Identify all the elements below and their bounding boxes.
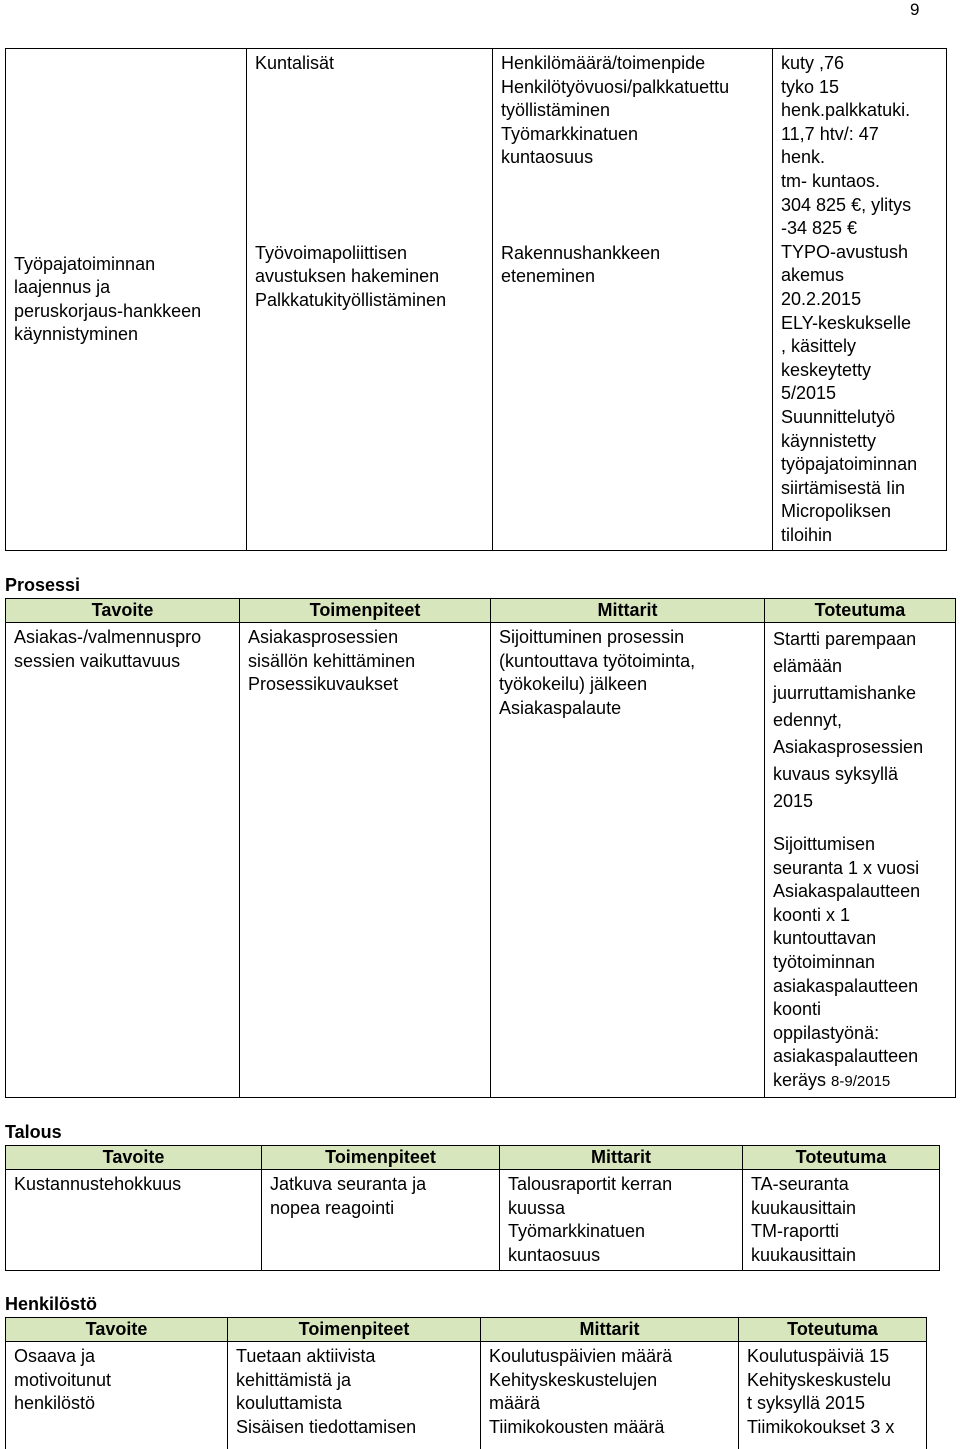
text-line: Asiakasprosessien [248,627,399,647]
text-line: tm- kuntaos. [781,170,881,191]
talous-header-row [6,1146,940,1170]
text-line: avustuksen hakeminen [255,266,440,287]
text-line: määrä [489,1393,541,1414]
text-line: TM-raportti [751,1221,840,1242]
text-line: Kehityskeskustelu [747,1369,892,1390]
text-line: työkokeilu) jälkeen [499,674,648,695]
text-line: kuussa [508,1197,566,1218]
top-outcome-cell [773,49,947,551]
henkilosto-goal [6,1342,228,1449]
header-toteutuma: Toteutuma [739,1318,927,1342]
prosessi-measures [240,623,491,1098]
text-line: työtoiminnan [773,951,876,972]
text-line: oppilastyönä: [773,1022,880,1043]
text-line: 11,7 htv/: 47 [781,123,879,144]
text-line: edennyt, [773,710,843,730]
text-line: siirtämisestä Iin [781,477,906,498]
header-toteutuma: Toteutuma [765,599,956,623]
text-line: Tuetaan aktiivista [236,1346,376,1366]
prosessi-row [6,623,956,1098]
prosessi-outcome-last-date: 8-9/2015 [831,1072,891,1090]
prosessi-outcome [765,623,956,1098]
text-line: TA-seuranta [751,1174,849,1194]
talous-measures-text [270,1173,491,1220]
text-line: kuntouttavan [773,928,877,949]
text-line: Työpajatoiminnan [14,253,156,274]
top-measures-cell-a [247,49,493,239]
text-line: Osaava ja [14,1346,96,1366]
text-line: akemus [781,265,845,286]
text-line: Talousraportit kerran [508,1174,673,1194]
text-line: elämään [773,656,843,676]
text-line: kehittämistä ja [236,1369,352,1390]
talous-goal [6,1170,262,1271]
text-line: , käsittely [781,336,857,357]
prosessi-outcome-last-text: keräys [773,1069,832,1090]
talous-table [5,1145,940,1271]
henkilosto-indicators-text [489,1345,730,1439]
top-goal-cell [6,49,247,551]
text-line: henk.palkkatuki. [781,100,911,121]
header-toimenpiteet: Toimenpiteet [240,599,491,623]
henkilosto-goal-text [14,1345,219,1416]
text-line: Henkilötyövuosi/palkkatuettu [501,76,730,97]
text-line: Prosessikuvaukset [248,674,399,695]
prosessi-outcome-last-line [773,1069,947,1094]
text-line: asiakaspalautteen [773,1046,919,1067]
text-line: Rakennushankkeen [501,242,661,263]
prosessi-goal-text [14,626,231,673]
text-line: eteneminen [501,266,596,287]
text-line: keskeytetty [781,359,872,380]
text-line: käynnistetty [781,430,877,451]
text-line: motivoitunut [14,1369,112,1390]
header-mittarit: Mittarit [481,1318,739,1342]
text-line: seuranta 1 x vuosi [773,857,920,878]
text-line: Tiimikokousten määrä [489,1416,665,1437]
text-line: asiakaspalautteen [773,975,919,996]
infrastructure-table [5,48,947,551]
text-line: Micropoliksen [781,501,892,522]
text-line: kuty ,76 [781,53,845,73]
text-line: Kustannustehokkuus [14,1174,182,1194]
top-outcome-text [781,52,938,547]
text-line: Asiakaspalaute [499,697,622,718]
text-line: käynnistyminen [14,324,139,345]
prosessi-goal [6,623,240,1098]
prosessi-indicators-text [499,626,756,720]
text-line: kuntaosuus [501,147,594,168]
text-line: Koulutuspäiviä 15 [747,1346,890,1366]
header-tavoite: Tavoite [6,1318,228,1342]
text-line: henkilöstö [14,1393,96,1414]
text-line: Työmarkkinatuen [508,1221,646,1242]
talous-indicators [500,1170,743,1271]
text-line: Koulutuspäivien määrä [489,1346,673,1366]
text-line: peruskorjaus-hankkeen [14,300,202,321]
text-line: kuukausittain [751,1244,857,1265]
text-line: työllistäminen [501,100,611,121]
top-goal-text [14,253,238,347]
text-line: Työmarkkinatuen [501,123,639,144]
text-line: Henkilömäärä/toimenpide [501,53,706,73]
header-toimenpiteet: Toimenpiteet [262,1146,500,1170]
talous-goal-text [14,1173,253,1197]
text-line: sessien vaikuttavuus [14,650,181,671]
text-line: sisällön kehittäminen [248,650,416,671]
text-line: kuvaus syksyllä [773,764,899,784]
henkilosto-row [6,1342,927,1449]
prosessi-outcome-text-a [773,626,947,815]
kuntalisat-label: Kuntalisät [255,53,335,73]
section-title-henkilosto: Henkilöstö [5,1294,98,1314]
text-line: työpajatoiminnan [781,454,918,475]
header-tavoite: Tavoite [6,599,240,623]
henkilosto-measures [228,1342,481,1449]
text-line: kouluttamista [236,1393,343,1414]
top-indicators-cell-a [493,49,773,239]
top-indicators-text-b [501,242,764,289]
text-line: Palkkatukityöllistäminen [255,289,447,310]
text-line: tiloihin [781,524,833,545]
text-line: kuntaosuus [508,1244,601,1265]
text-line: kuukausittain [751,1197,857,1218]
section-title-prosessi: Prosessi [5,575,81,595]
top-indicators-text-a [501,52,764,170]
text-line: ELY-keskukselle [781,312,912,333]
henkilosto-table [5,1317,927,1449]
text-line: Tiimikokoukset 3 x [747,1416,895,1437]
text-line: Asiakas-/valmennuspro [14,627,202,647]
text-line: 20.2.2015 [781,288,862,309]
prosessi-indicators [491,623,765,1098]
text-line: 2015 [773,791,814,811]
talous-outcome-text [751,1173,931,1267]
text-line: Asiakasprosessien [773,737,924,757]
henkilosto-header-row [6,1318,927,1342]
text-line: nopea reagointi [270,1197,395,1218]
prosessi-header-row [6,599,956,623]
henkilosto-outcome [739,1342,927,1449]
talous-measures [262,1170,500,1271]
prosessi-outcome-text-b [773,833,947,1069]
header-mittarit: Mittarit [500,1146,743,1170]
header-mittarit: Mittarit [491,599,765,623]
section-title-talous: Talous [5,1122,62,1142]
talous-indicators-text [508,1173,734,1267]
text-line: Startti parempaan [773,629,917,649]
top-indicators-cell-b [493,239,773,551]
henkilosto-outcome-text [747,1345,918,1439]
henkilosto-indicators [481,1342,739,1449]
text-line: Sijoittumisen [773,834,876,854]
henkilosto-measures-text [236,1345,472,1439]
text-line: Sisäisen tiedottamisen [236,1416,417,1437]
text-line: Työvoimapoliittisen [255,242,408,263]
page-number: 9 [910,0,920,19]
text-line: Suunnittelutyö [781,406,896,427]
prosessi-table [5,598,956,1098]
text-line: (kuntouttava työtoiminta, [499,650,696,671]
text-line: 304 825 €, ylitys [781,194,912,215]
header-toimenpiteet: Toimenpiteet [228,1318,481,1342]
header-tavoite: Tavoite [6,1146,262,1170]
text-line: koonti [773,999,822,1020]
text-line: 5/2015 [781,383,837,404]
text-line: -34 825 € [781,218,858,239]
text-line: t syksyllä 2015 [747,1393,866,1414]
talous-outcome [743,1170,940,1271]
text-line: Asiakaspalautteen [773,881,921,902]
text-line: koonti x 1 [773,904,851,925]
text-line: TYPO-avustush [781,241,909,262]
text-line: henk. [781,147,826,168]
text-line: juurruttamishanke [773,683,917,703]
prosessi-measures-text [248,626,482,697]
talous-row [6,1170,940,1271]
text-line: laajennus ja [14,277,111,298]
top-measures-cell-b [247,239,493,551]
top-measures-text [255,242,484,313]
text-line: tyko 15 [781,76,840,97]
text-line: Kehityskeskustelujen [489,1369,658,1390]
header-toteutuma: Toteutuma [743,1146,940,1170]
text-line: Sijoittuminen prosessin [499,627,685,647]
text-line: Jatkuva seuranta ja [270,1174,427,1194]
